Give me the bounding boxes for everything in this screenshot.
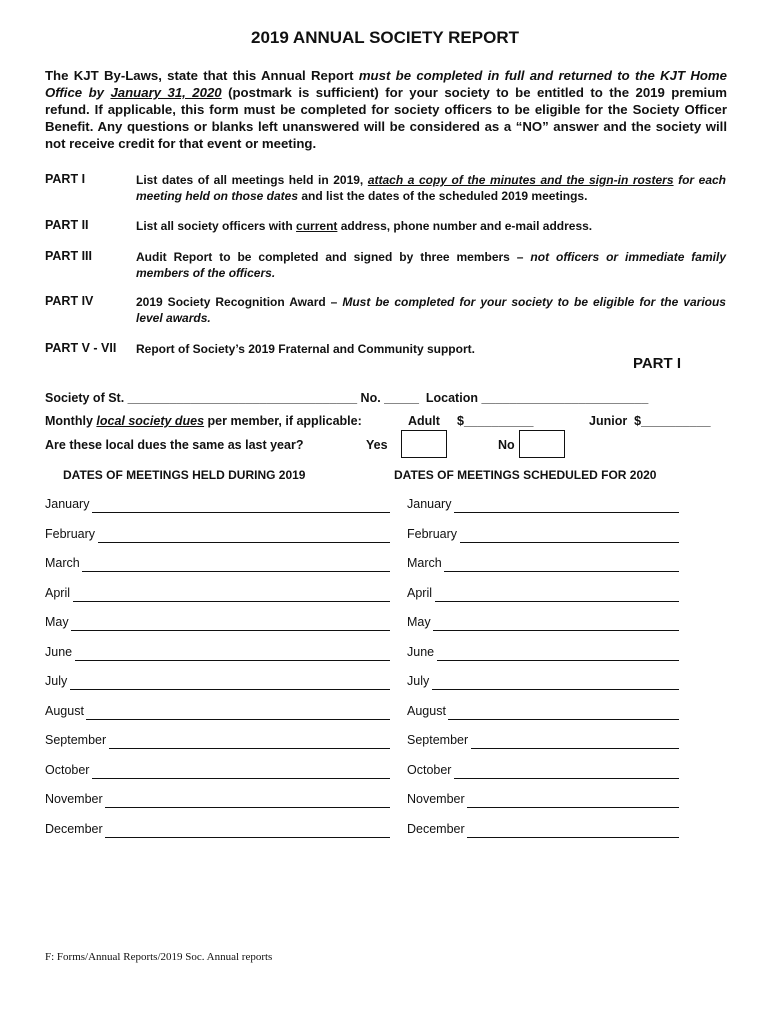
scheduled-date-field-june[interactable] bbox=[437, 646, 679, 661]
scheduled-month-label-april: April bbox=[407, 586, 433, 600]
scheduled-month-label-july: July bbox=[407, 674, 430, 688]
scheduled-date-field-may[interactable] bbox=[433, 616, 679, 631]
adult-dues-field[interactable]: $__________ bbox=[457, 414, 534, 428]
part-2-text-b: current bbox=[296, 219, 338, 233]
held-month-label-february: February bbox=[45, 527, 96, 541]
held-month-label-june: June bbox=[45, 645, 73, 659]
yes-checkbox[interactable] bbox=[401, 430, 447, 458]
scheduled-month-label-february: February bbox=[407, 527, 458, 541]
scheduled-month-label-may: May bbox=[407, 615, 431, 629]
part-4-text-a: 2019 Society Recognition Award – bbox=[136, 295, 343, 309]
held-date-field-december[interactable] bbox=[105, 823, 390, 838]
held-date-field-february[interactable] bbox=[98, 528, 390, 543]
location-label: Location bbox=[418, 391, 482, 405]
scheduled-month-label-june: June bbox=[407, 645, 435, 659]
held-month-label-august: August bbox=[45, 704, 84, 718]
society-row bbox=[45, 391, 648, 405]
part-4-text bbox=[136, 294, 726, 326]
part-1-text-c: for each meeting held on those dates bbox=[136, 173, 726, 203]
held-month-label-september: September bbox=[45, 733, 107, 747]
yes-label: Yes bbox=[366, 438, 388, 452]
adult-dues-label: Adult bbox=[408, 414, 440, 428]
held-month-label-july: July bbox=[45, 674, 68, 688]
location-field[interactable]: ________________________ bbox=[481, 391, 649, 405]
intro-deadline-date: January 31, 2020 bbox=[110, 85, 222, 100]
society-number-label: No. bbox=[357, 391, 385, 405]
held-date-field-july[interactable] bbox=[70, 675, 390, 690]
held-month-label-december: December bbox=[45, 822, 103, 836]
same-dues-question: Are these local dues the same as last year? bbox=[45, 438, 304, 452]
dues-label-c: per member, if applicable: bbox=[204, 414, 362, 428]
scheduled-month-label-september: September bbox=[407, 733, 469, 747]
scheduled-date-field-january[interactable] bbox=[454, 498, 679, 513]
held-month-label-january: January bbox=[45, 497, 90, 511]
part-4-label: PART IV bbox=[45, 294, 94, 308]
part-4-text-b: Must be completed for your society to be eligible for the various level awards. bbox=[136, 295, 726, 325]
scheduled-date-field-october[interactable] bbox=[454, 764, 679, 779]
held-date-field-august[interactable] bbox=[86, 705, 390, 720]
part-1-text-a: List dates of all meetings held in 2019, bbox=[136, 173, 368, 187]
society-name-label: Society of St. bbox=[45, 391, 128, 405]
part-2-text-c: address, phone number and e-mail address. bbox=[337, 219, 593, 233]
meetings-held-heading: DATES OF MEETINGS HELD DURING 2019 bbox=[63, 468, 306, 482]
intro-italic-text: must be completed in full and returned to the KJT Home Office by bbox=[45, 68, 727, 100]
meetings-scheduled-heading: DATES OF MEETINGS SCHEDULED FOR 2020 bbox=[394, 468, 657, 482]
held-month-label-october: October bbox=[45, 763, 90, 777]
scheduled-date-field-august[interactable] bbox=[448, 705, 679, 720]
held-month-label-may: May bbox=[45, 615, 69, 629]
page-title: 2019 ANNUAL SOCIETY REPORT bbox=[251, 28, 519, 47]
part-1-text bbox=[136, 172, 726, 204]
intro-text-rest: (postmark is sufficient) for your society to be entitled to the 2019 premium refund. If applicable, this form must be completed for society officers to be eligible for the Society Officer Benefit. Any questions or blanks left unanswered will be considered as a “NO” answer and the society will not receive credit for that event or meeting. bbox=[45, 85, 728, 151]
scheduled-date-field-september[interactable] bbox=[471, 734, 679, 749]
junior-dues-field[interactable]: Junior $__________ bbox=[589, 414, 711, 428]
held-date-field-november[interactable] bbox=[105, 793, 390, 808]
held-date-field-june[interactable] bbox=[75, 646, 390, 661]
part-1-text-b: attach a copy of the minutes and the sign-in rosters bbox=[367, 173, 674, 187]
no-checkbox[interactable] bbox=[519, 430, 565, 458]
scheduled-month-label-march: March bbox=[407, 556, 442, 570]
scheduled-date-field-december[interactable] bbox=[467, 823, 679, 838]
held-date-field-october[interactable] bbox=[92, 764, 390, 779]
no-label: No bbox=[498, 438, 515, 452]
scheduled-month-label-november: November bbox=[407, 792, 465, 806]
part-1-heading: PART I bbox=[632, 355, 681, 372]
scheduled-date-field-february[interactable] bbox=[460, 528, 679, 543]
intro-text: The KJT By-Laws, state that this Annual Report bbox=[45, 68, 359, 83]
held-date-field-april[interactable] bbox=[73, 587, 390, 602]
part-3-text bbox=[136, 249, 726, 281]
part-1-text-d: and list the dates of the scheduled 2019 meetings. bbox=[298, 189, 588, 203]
footer-file-path: F: Forms/Annual Reports/2019 Soc. Annual reports bbox=[45, 951, 273, 963]
society-number-field[interactable]: _____ bbox=[384, 391, 419, 405]
held-date-field-may[interactable] bbox=[71, 616, 390, 631]
held-month-label-november: November bbox=[45, 792, 103, 806]
scheduled-date-field-march[interactable] bbox=[444, 557, 679, 572]
part-2-text-a: List all society officers with bbox=[136, 219, 297, 233]
part-1-label: PART I bbox=[45, 172, 86, 186]
held-month-label-march: March bbox=[45, 556, 80, 570]
held-date-field-january[interactable] bbox=[92, 498, 390, 513]
scheduled-month-label-january: January bbox=[407, 497, 452, 511]
held-date-field-march[interactable] bbox=[82, 557, 390, 572]
part-3-label: PART III bbox=[45, 249, 92, 263]
scheduled-date-field-november[interactable] bbox=[467, 793, 679, 808]
intro-paragraph bbox=[45, 67, 727, 152]
part-5-7-text-a: Report of Society’s 2019 Fraternal and Community support. bbox=[136, 342, 475, 356]
scheduled-month-label-august: August bbox=[407, 704, 446, 718]
part-2-text bbox=[136, 218, 726, 234]
part-3-text-a: Audit Report to be completed and signed by three members – bbox=[136, 250, 531, 264]
dues-question bbox=[45, 414, 362, 428]
scheduled-month-label-october: October bbox=[407, 763, 452, 777]
part-5-7-label: PART V - VII bbox=[45, 341, 117, 355]
part-2-label: PART II bbox=[45, 218, 89, 232]
scheduled-date-field-july[interactable] bbox=[432, 675, 679, 690]
scheduled-date-field-april[interactable] bbox=[435, 587, 679, 602]
dues-label-b: local society dues bbox=[96, 414, 205, 428]
part-3-text-b: not officers or immediate family members of the officers. bbox=[136, 250, 726, 280]
scheduled-month-label-december: December bbox=[407, 822, 465, 836]
held-date-field-september[interactable] bbox=[109, 734, 390, 749]
dues-label-a: Monthly bbox=[45, 414, 97, 428]
society-name-field[interactable]: _________________________________ bbox=[127, 391, 358, 405]
held-month-label-april: April bbox=[45, 586, 71, 600]
